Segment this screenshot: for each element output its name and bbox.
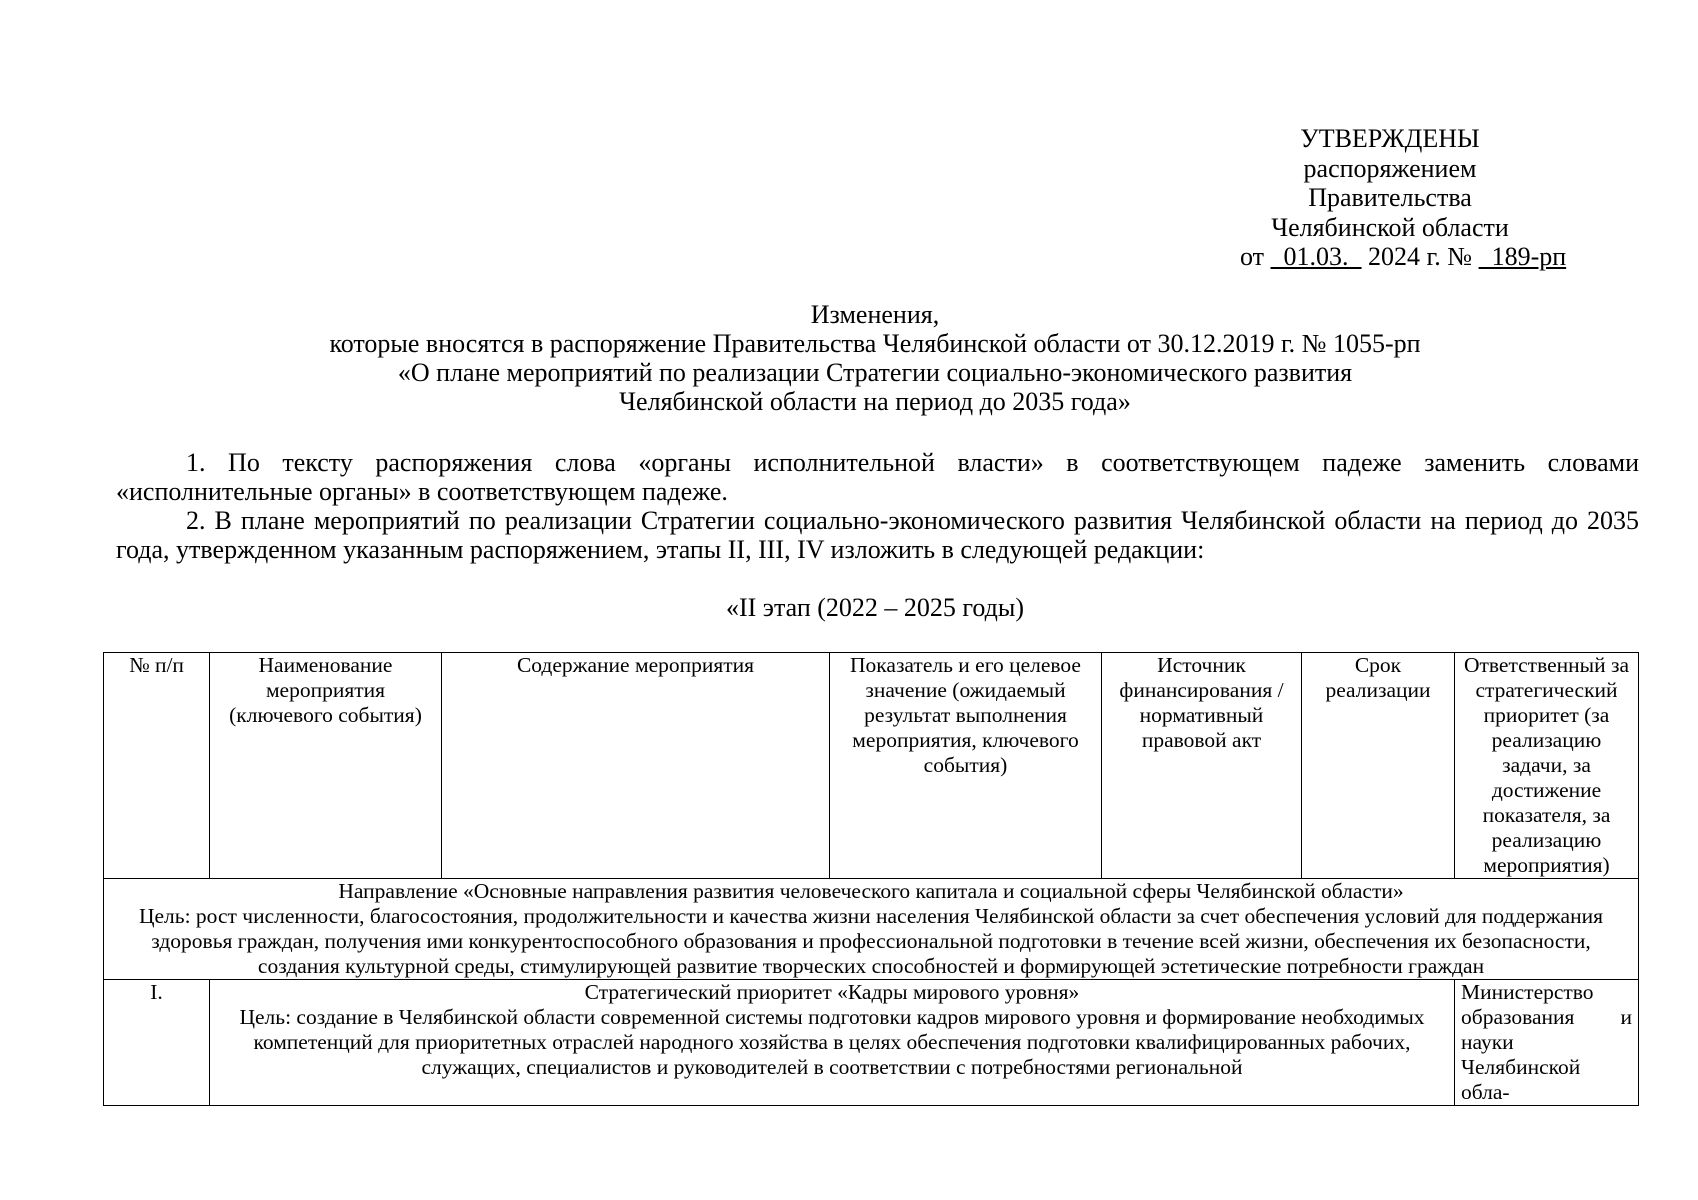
stage-heading: «II этап (2022 – 2025 годы): [725, 593, 1025, 622]
direction-goal: Цель: рост численности, благосостояния, продолжительности и качества жизни населения Челябинской области за счет обеспечения условий для поддержания здоровья граждан, получения ими конкурентоспособного образования и профессиональной подготовки в течение всей жизни, обеспечения их безопасности, создания культурной среды, стимулирующей развитие творческих способностей и формирующей эстетические потребности граждан: [138, 904, 1603, 978]
priority-title: Стратегический приоритет «Кадры мирового уровня»: [584, 980, 1080, 1004]
approval-title: УТВЕРЖДЕНЫ: [1300, 124, 1480, 153]
document-title: [100, 300, 1650, 416]
title-line-2: которые вносятся в распоряжение Правительства Челябинской области от 30.12.2019 г. № 1055-рп: [329, 329, 1421, 358]
priority-responsible: Министерство образования и науки Челябинской обла-: [1455, 980, 1639, 1106]
header-indicator: Показатель и его целевое значение (ожидаемый результат выполнения мероприятия, ключевого события): [830, 653, 1102, 879]
approval-block: [1240, 124, 1567, 272]
approval-authority: распоряжением Правительства: [1303, 153, 1477, 212]
approval-date-line: [1240, 242, 1567, 272]
approval-date: 01.03.: [1270, 242, 1362, 271]
header-num: № п/п: [104, 653, 210, 879]
paragraph-1: 1. По тексту распоряжения слова «органы исполнительной власти» в соответствующем падеже заменить словами «исполнительные органы» в соответствующем падеже.: [116, 448, 1639, 506]
approval-year: 2024 г. №: [1368, 242, 1473, 271]
header-source: Источник финансирования / нормативный правовой акт: [1102, 653, 1302, 879]
header-name: Наименование мероприятия (ключевого события): [210, 653, 442, 879]
header-responsible: Ответственный за стратегический приоритет (за реализацию задачи, за достижение показателя, за реализацию мероприятия): [1455, 653, 1639, 879]
approval-region: Челябинской области: [1271, 212, 1509, 242]
plan-table: [103, 652, 1639, 1106]
title-line-4: Челябинской области на период до 2035 года»: [619, 387, 1131, 416]
direction-cell: [104, 879, 1639, 980]
title-line-3: «О плане мероприятий по реализации Стратегии социально-экономического развития: [397, 358, 1353, 387]
header-term: Срок реализации: [1302, 653, 1455, 879]
table-header-row: [104, 653, 1639, 879]
title-line-1: Изменения,: [810, 300, 940, 329]
priority-num: I.: [104, 980, 210, 1106]
approval-date-prefix: от: [1240, 242, 1265, 271]
direction-title: Направление «Основные направления развития человеческого капитала и социальной сферы Челябинской области»: [338, 879, 1404, 903]
direction-row: [104, 879, 1639, 980]
approval-number: 189-рп: [1478, 242, 1567, 271]
paragraph-2: 2. В плане мероприятий по реализации Стратегии социально-экономического развития Челябинской области на период до 2035 года, утвержденном указанным распоряжением, этапы II, III, IV изложить в следующей редакции:: [116, 506, 1639, 564]
priority-goal: Цель: создание в Челябинской области современной системы подготовки кадров мирового уровня и формирование необходимых компетенций для приоритетных отраслей народного хозяйства в целях обеспечения подготовки квалифицированных рабочих, служащих, специалистов и руководителей в соответствии с потребностями региональной: [239, 1005, 1425, 1079]
priority-cell: [210, 980, 1455, 1106]
priority-row: [104, 980, 1639, 1106]
header-content: Содержание мероприятия: [442, 653, 830, 879]
